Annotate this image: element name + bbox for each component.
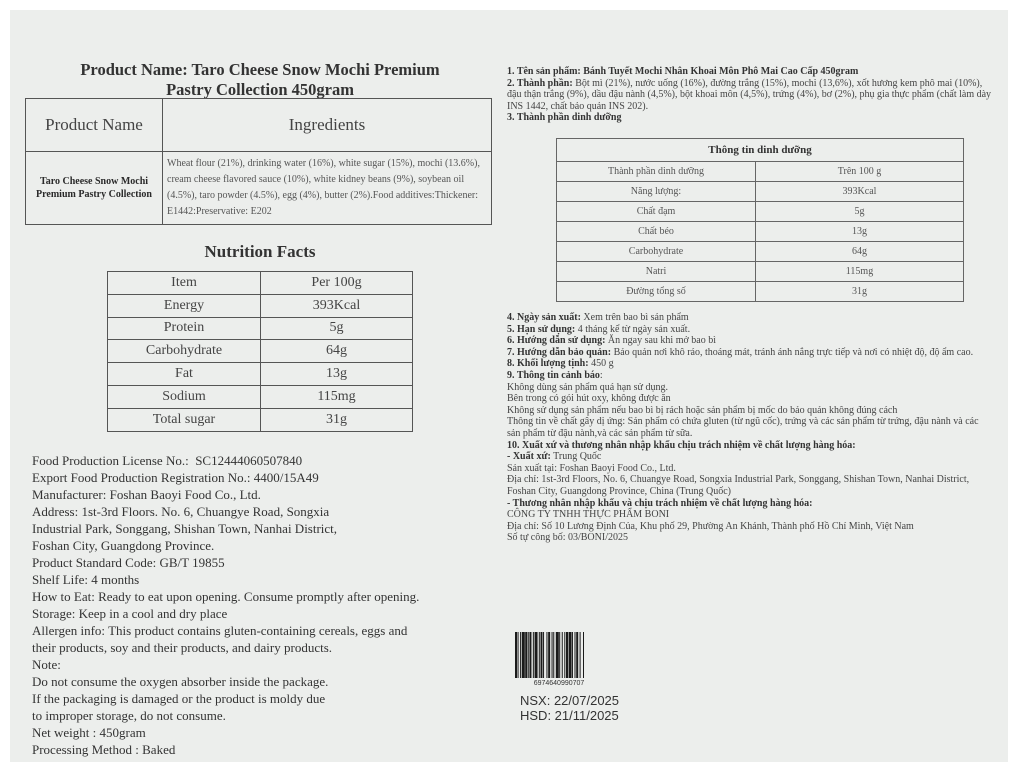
nutrient-value: 393Kcal <box>261 294 413 317</box>
barcode <box>515 632 603 678</box>
vn-storage <box>507 347 982 359</box>
nutrition-facts-table <box>107 271 413 432</box>
product-title <box>40 60 480 100</box>
section-value: Ăn ngay sau khi mở bao bì <box>607 335 716 347</box>
vn-nutrient-name: Chất béo <box>557 222 756 242</box>
info-line: Food Production License No.: SC12444060507840 <box>32 453 303 468</box>
table-row <box>108 363 413 386</box>
section-value: Xem trên bao bì sản phẩm <box>583 312 689 323</box>
info-line: Export Food Production Registration No.: 4400/15A49 <box>32 470 319 485</box>
info-line: Product Standard Code: GB/T 19855 <box>32 555 225 570</box>
info-line: Manufacturer: Foshan Baoyi Food Co., Ltd. <box>32 487 261 502</box>
barcode-bar <box>528 632 529 678</box>
vn-warning-line: Không dùng sản phẩm quá hạn sử dụng. <box>507 381 668 393</box>
product-title-line-2: Pastry Collection 450gram <box>166 80 354 99</box>
barcode-bar <box>518 632 519 678</box>
product-info-block <box>32 452 492 758</box>
vn-nutrient-value: 115mg <box>756 262 964 282</box>
info-line: Shelf Life: 4 months <box>32 572 140 587</box>
vn-nutrient-name: Thành phần dinh dưỡng <box>557 162 756 182</box>
vn-nutrition-table <box>556 138 964 302</box>
nutrient-value: 13g <box>261 363 413 386</box>
barcode-number: 6974640990707 <box>533 680 585 687</box>
table-row <box>108 340 413 363</box>
barcode-bar <box>556 632 559 678</box>
vn-manufacturer: Sản xuất tại: Foshan Baoyi Food Co., Ltd. <box>507 462 676 474</box>
barcode-bar <box>548 632 550 678</box>
table-row <box>108 317 413 340</box>
nutrient-value: 5g <box>261 317 413 340</box>
section-label: - Thương nhân nhập khẩu và chịu trách nhiệm về chất lượng hàng hóa: <box>507 497 813 509</box>
vn-nutrient-value: Trên 100 g <box>756 162 964 182</box>
barcode-bar <box>552 632 553 678</box>
barcode-bar <box>569 632 572 678</box>
nutrition-header-item: Item <box>108 272 261 295</box>
vn-importer-heading <box>507 498 982 510</box>
barcode-bar <box>525 632 527 678</box>
info-line: Processing Method : Baked <box>32 742 176 757</box>
header-product-name: Product Name <box>26 99 163 152</box>
table-row <box>557 202 964 222</box>
nutrient-value: 64g <box>261 340 413 363</box>
date-stamp <box>520 693 619 723</box>
barcode-bar <box>541 632 543 678</box>
section-label: 7. Hướng dẫn bảo quản: <box>507 346 612 358</box>
expiry-date: HSD: 21/11/2025 <box>520 708 619 723</box>
section-label: 9. Thông tin cảnh báo <box>507 369 600 381</box>
vn-importer-name: CÔNG TY TNHH THỰC PHẨM BONI <box>507 509 670 521</box>
section-value: Bột mì (21%), nước uống (16%), đường trắng (15%), mochi (13,6%), xốt hương kem phô mai (10%), đậu thận trắng (9%), dầu đậu nành (4,5%), bột khoai môn (4,5%), trứng (4%), bơ (2%), phụ gia thực phẩm (chất làm dày INS 1442, chất bảo quản INS 202). <box>507 77 992 112</box>
table-row <box>557 282 964 302</box>
vn-table-title: Thông tin dinh dưỡng <box>557 139 964 162</box>
vn-expiry <box>507 324 982 336</box>
nutrient-name: Protein <box>108 317 261 340</box>
table-row <box>557 222 964 242</box>
barcode-bar <box>543 632 544 678</box>
section-label: 5. Hạn sử dụng: <box>507 323 576 335</box>
info-line: Industrial Park, Songgang, Shishan Town, Nanhai District, <box>32 521 338 536</box>
nutrient-value: 115mg <box>261 385 413 408</box>
nutrient-name: Total sugar <box>108 408 261 431</box>
barcode-bar <box>583 632 584 678</box>
vn-nutrient-name: Năng lượng: <box>557 182 756 202</box>
vn-nutrient-name: Natri <box>557 262 756 282</box>
barcode-bar <box>539 632 540 678</box>
manufacture-date: NSX: 22/07/2025 <box>520 693 620 708</box>
nutrient-name: Carbohydrate <box>108 340 261 363</box>
section-label: 4. Ngày sản xuất: <box>507 312 581 323</box>
ingredients-table <box>25 98 492 225</box>
vn-nutrient-value: 393Kcal <box>756 182 964 202</box>
section-label: - Xuất xứ: <box>507 451 551 463</box>
barcode-bar <box>535 632 538 678</box>
vn-label-bottom <box>507 312 982 544</box>
section-label: 6. Hướng dẫn sử dụng: <box>507 335 606 347</box>
section-value: 4 tháng kể từ ngày sản xuất. <box>577 323 691 335</box>
header-ingredients: Ingredients <box>163 99 492 152</box>
section-value: Trung Quốc <box>553 451 602 463</box>
product-title-line-1: Product Name: Taro Cheese Snow Mochi Premium <box>80 60 440 79</box>
info-line: Net weight : 450gram <box>32 725 146 740</box>
section-value: 450 g <box>591 358 614 370</box>
section-label: 8. Khối lượng tịnh: <box>507 358 589 370</box>
info-line: Foshan City, Guangdong Province. <box>32 538 215 553</box>
section-label: 10. Xuất xứ và thương nhân nhập khẩu chịu trách nhiệm về chất lượng hàng hóa: <box>507 439 856 451</box>
vn-table-title-row <box>557 139 964 162</box>
vn-warning-line: Bên trong có gói hút oxy, không được ăn <box>507 393 671 405</box>
section-value: Bảo quản nơi khô ráo, thoáng mát, tránh ánh nắng trực tiếp và nơi có nhiệt độ, độ ẩm cao. <box>613 346 974 358</box>
vn-origin-heading <box>507 440 982 452</box>
ingredients-table-header <box>26 99 492 152</box>
nutrition-header-row <box>108 272 413 295</box>
table-row <box>108 294 413 317</box>
table-row <box>557 162 964 182</box>
info-line: Do not consume the oxygen absorber inside the package. <box>32 674 329 689</box>
info-line: If the packaging is damaged or the product is moldy due <box>32 691 326 706</box>
nutrient-name: Fat <box>108 363 261 386</box>
barcode-bar <box>564 632 565 678</box>
vn-ingredients <box>507 78 992 113</box>
barcode-bar <box>546 632 547 678</box>
info-line: Note: <box>32 657 61 672</box>
vn-nutrient-value: 64g <box>756 242 964 262</box>
ingredients-cell: Wheat flour (21%), drinking water (16%), white sugar (15%), mochi (13.6%), cream cheese flavored sauce (10%), white kidney beans (9%), soybean oil (4.5%), taro powder (4.5%), egg (4%), butter (2%).Food additives:Thickener: E1442:Preservative: E202 <box>163 152 492 225</box>
vn-product-name <box>507 66 992 78</box>
table-row <box>557 262 964 282</box>
info-line: their products, soy and their products, and dairy products. <box>32 640 333 655</box>
vn-production-date <box>507 312 982 324</box>
vn-net-weight <box>507 358 982 370</box>
info-line: How to Eat: Ready to eat upon opening. Consume promptly after opening. <box>32 589 420 604</box>
vn-usage <box>507 335 982 347</box>
barcode-bar <box>533 632 534 678</box>
vn-nutrient-name: Carbohydrate <box>557 242 756 262</box>
nutrition-facts-title: Nutrition Facts <box>204 242 316 261</box>
vn-warning-heading: 9. Thông tin cảnh báo: <box>507 369 603 381</box>
vn-manufacturer-address: Địa chỉ: 1st-3rd Floors, No. 6, Chuangye Road, Songxia Industrial Park, Songgang, Shishan Town, Nanhai District, Foshan City, Guangdong Province, China (Trung Quốc) <box>507 474 970 497</box>
barcode-bar <box>520 632 521 678</box>
section-label: 3. Thành phần dinh dưỡng <box>507 112 622 123</box>
vn-nutrition-heading <box>507 112 992 124</box>
info-line: Allergen info: This product contains gluten-containing cereals, eggs and <box>32 623 408 638</box>
table-row <box>557 242 964 262</box>
barcode-bar <box>515 632 517 678</box>
table-row <box>108 385 413 408</box>
vn-warning-line: Không sử dụng sản phẩm nếu bao bì bị rách hoặc sản phẩm bị mốc do bảo quản không đúng cách <box>507 404 898 416</box>
section-label: 2. Thành phần: <box>507 77 573 89</box>
barcode-bar <box>572 632 573 678</box>
nutrient-name: Energy <box>108 294 261 317</box>
barcode-bar <box>553 632 554 678</box>
table-row <box>108 408 413 431</box>
table-row <box>557 182 964 202</box>
nutrition-header-per100g: Per 100g <box>261 272 413 295</box>
product-name-cell: Taro Cheese Snow Mochi Premium Pastry Collection <box>26 152 163 225</box>
barcode-bar <box>580 632 581 678</box>
barcode-bar <box>575 632 576 678</box>
info-line: Address: 1st-3rd Floors. No. 6, Chuangye Road, Songxia <box>32 504 330 519</box>
vn-label-top <box>507 66 992 124</box>
vn-nutrient-value: 13g <box>756 222 964 242</box>
nutrient-value: 31g <box>261 408 413 431</box>
ingredients-table-row <box>26 152 492 225</box>
vn-nutrient-name: Đường tổng số <box>557 282 756 302</box>
section-value: Bánh Tuyết Mochi Nhân Khoai Môn Phô Mai Cao Cấp 450gram <box>583 66 859 77</box>
vn-warning-line: Thông tin về chất gây dị ứng: Sản phẩm có chứa gluten (từ ngũ cốc), trứng và các sản phẩm từ trứng, đậu nành và các sản phẩm từ đậu nành,và các sản phẩm từ sữa. <box>507 416 979 439</box>
barcode-bar <box>566 632 568 678</box>
vn-origin <box>507 451 982 463</box>
vn-nutrient-name: Chất đạm <box>557 202 756 222</box>
vn-nutrient-value: 31g <box>756 282 964 302</box>
barcode-bar <box>562 632 563 678</box>
barcode-bar <box>576 632 578 678</box>
vn-declaration-number: Số tự công bố: 03/BONI/2025 <box>507 532 628 544</box>
vn-nutrient-value: 5g <box>756 202 964 222</box>
barcode-bar <box>522 632 525 678</box>
vn-importer-address: Địa chỉ: Số 10 Lương Định Của, Khu phố 29, Phường An Khánh, Thành phố Hồ Chí Minh, Việt Nam <box>507 520 914 532</box>
info-line: to improper storage, do not consume. <box>32 708 226 723</box>
barcode-bar <box>529 632 531 678</box>
barcode-bar <box>559 632 560 678</box>
section-label: 1. Tên sản phẩm: <box>507 66 581 77</box>
nutrient-name: Sodium <box>108 385 261 408</box>
info-line: Storage: Keep in a cool and dry place <box>32 606 228 621</box>
